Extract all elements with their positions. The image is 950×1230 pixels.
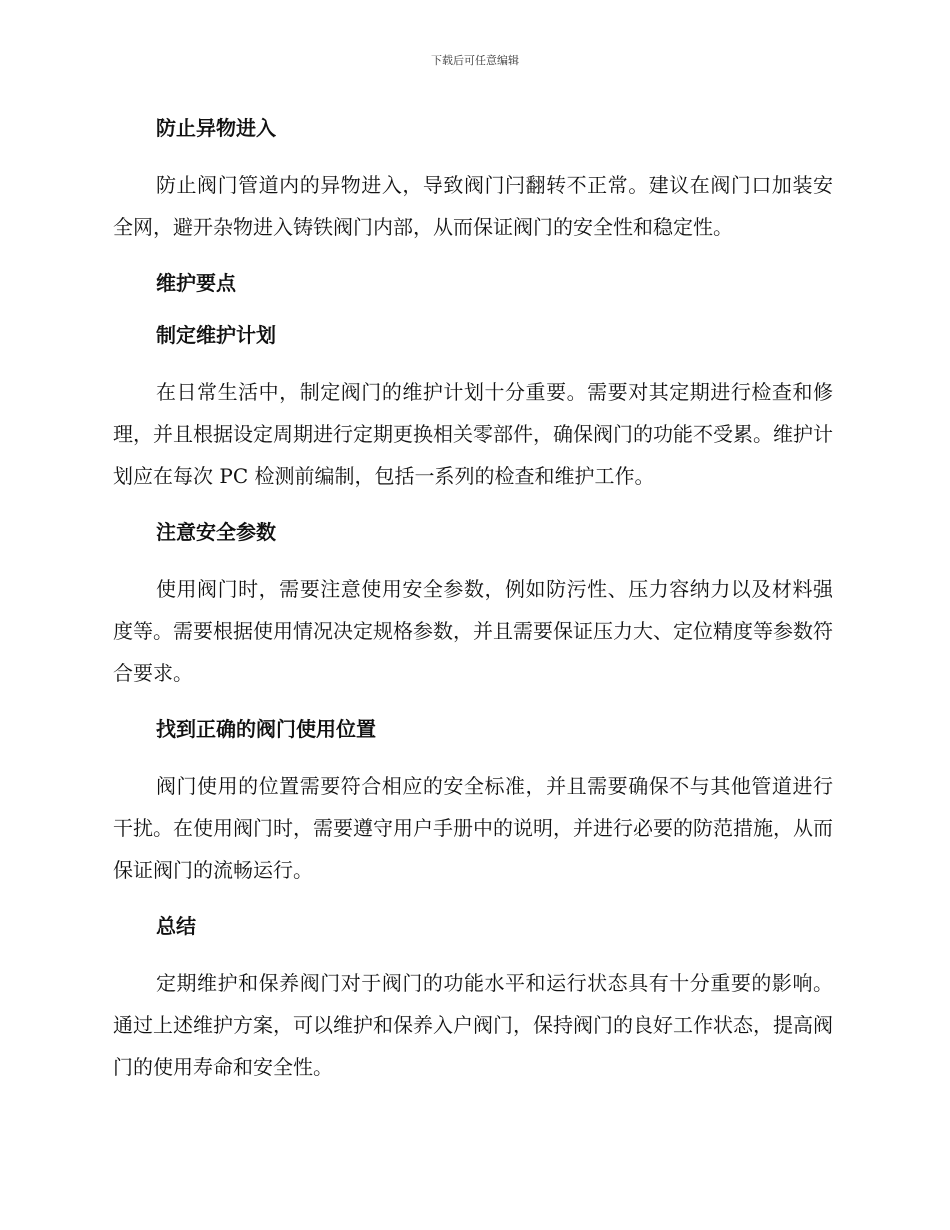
section-heading: 防止异物进入 <box>156 116 276 140</box>
body-paragraph: 在日常生活中，制定阀门的维护计划十分重要。需要对其定期进行检查和修理，并且根据设定周期进行定期更换相关零部件，确保阀门的功能不受累。维护计划应在每次 PC 检测前编制，包括一系列的检查和维护工作。 <box>113 380 833 488</box>
body-paragraph: 防止阀门管道内的异物进入，导致阀门闩翻转不正常。建议在阀门口加装安全网，避开杂物进入铸铁阀门内部，从而保证阀门的安全性和稳定性。 <box>113 173 833 239</box>
body-paragraph: 使用阀门时，需要注意使用安全参数，例如防污性、压力容纳力以及材料强度等。需要根据使用情况决定规格参数，并且需要保证压力大、定位精度等参数符合要求。 <box>113 577 833 685</box>
document-body <box>113 112 833 1107</box>
section-heading: 注意安全参数 <box>156 520 276 544</box>
page-header: 下载后可任意编辑 <box>431 54 519 67</box>
section-heading: 制定维护计划 <box>156 323 276 347</box>
body-paragraph: 定期维护和保养阀门对于阀门的功能水平和运行状态具有十分重要的影响。通过上述维护方案，可以维护和保养入户阀门，保持阀门的良好工作状态，提高阀门的使用寿命和安全性。 <box>113 971 833 1079</box>
body-paragraph: 阀门使用的位置需要符合相应的安全标准，并且需要确保不与其他管道进行干扰。在使用阀门时，需要遵守用户手册中的说明，并进行必要的防范措施，从而保证阀门的流畅运行。 <box>113 774 833 882</box>
section-heading: 维护要点 <box>156 271 236 295</box>
section-heading: 总结 <box>156 914 196 938</box>
section-heading: 找到正确的阀门使用位置 <box>156 717 376 741</box>
